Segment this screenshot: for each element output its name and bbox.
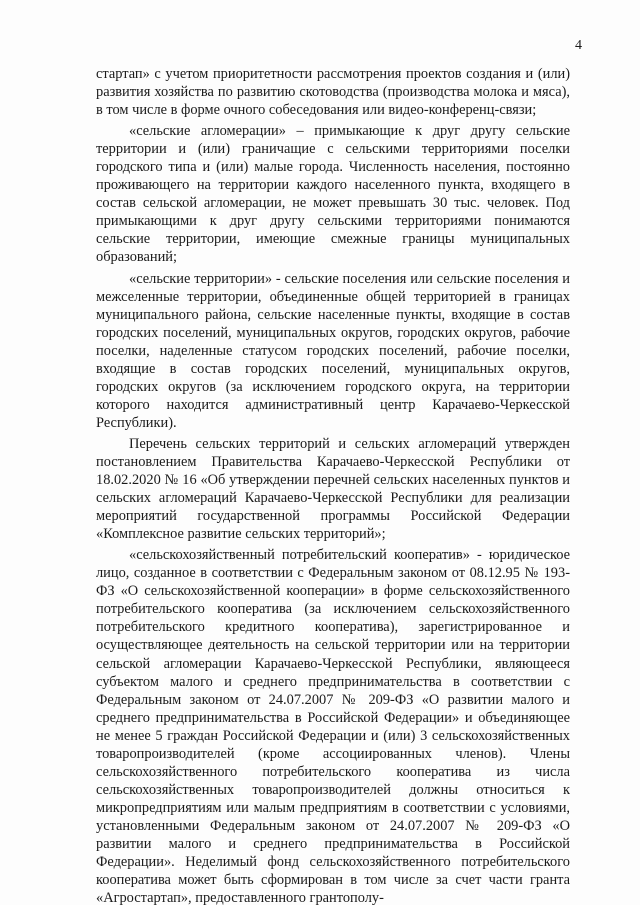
paragraph-cooperative: «сельскохозяйственный потребительский кооператив» - юридическое лицо, созданное в соответствии с Федеральным законом от 08.12.95 № 193-ФЗ «О сельскохозяйственной кооперации» в форме сельскохозяйственного потребительского кооператива (за исключением сельскохозяйственного потребительского кредитного кооператива), зарегистрированное и осуществляющее деятельность на сельской территории или на территории сельской агломерации Карачаево-Черкесской Республики, являющееся субъектом малого и среднего предпринимательства в соответствии с Федеральным законом от 24.07.2007 № 209-ФЗ «О развитии малого и среднего предпринимательства в Российской Федерации» и объединяющее не менее 5 граждан Российской Федерации и (или) 3 сельскохозяйственных товаропроизводителей (кроме ассоциированных членов). Члены сельскохозяйственного потребительского кооператива из числа сельскохозяйственных товаропроизводителей должны относиться к микропредприятиям или малым предприятиям в соответствии с условиями, установленными Федеральным законом от 24.07.2007 № 209-ФЗ «О развитии малого и среднего предпринимательства в Российской Федерации». Неделимый фонд сельскохозяйственного потребительского кооператива может быть сформирован в том числе за счет части гранта «Агростартап», предоставленного грантополу- [96,547,570,907]
paragraph-territories-list: Перечень сельских территорий и сельских агломераций утвержден постановлением Правительства Карачаево-Черкесской Республики от 18.02.2020 № 16 «Об утверждении перечней сельских населенных пунктов и сельских агломераций Карачаево-Черкесской Республики для реализации мероприятий государственной программы Российской Федерации «Комплексное развитие сельских территорий»; [96,435,570,543]
paragraph-rural-territories: «сельские территории» - сельские поселения или сельские поселения и межселенные территории, объединенные общей территорией в границах муниципального района, сельские населенные пункты, входящие в состав городских поселений, муниципальных округов, городских округов, рабочие поселки, наделенные статусом городских поселений, рабочие поселки, входящие в состав городских поселений, муниципальных округов, городских округов (за исключением городского округа, на территории которого находится административный центр Карачаево-Черкесской Республики). [96,270,570,431]
page-number: 4 [575,38,582,53]
paragraph-rural-agglomerations: «сельские агломерации» – примыкающие к друг другу сельские территории и (или) граничащие с сельскими территориями поселки городского типа и (или) малые города. Численность населения, постоянно проживающего на территории каждого населенного пункта, входящего в состав сельской агломерации, не может превышать 30 тыс. человек. Под примыкающими к друг другу сельскими территориями понимаются сельские территории, имеющие смежные границы муниципальных образований; [96,123,570,266]
document-body [96,65,570,907]
paragraph-continuation: стартап» с учетом приоритетности рассмотрения проектов создания и (или) развития хозяйства по развитию скотоводства (производства молока и мяса), в том числе в форме очного собеседования или видео-конференц-связи; [96,66,570,119]
